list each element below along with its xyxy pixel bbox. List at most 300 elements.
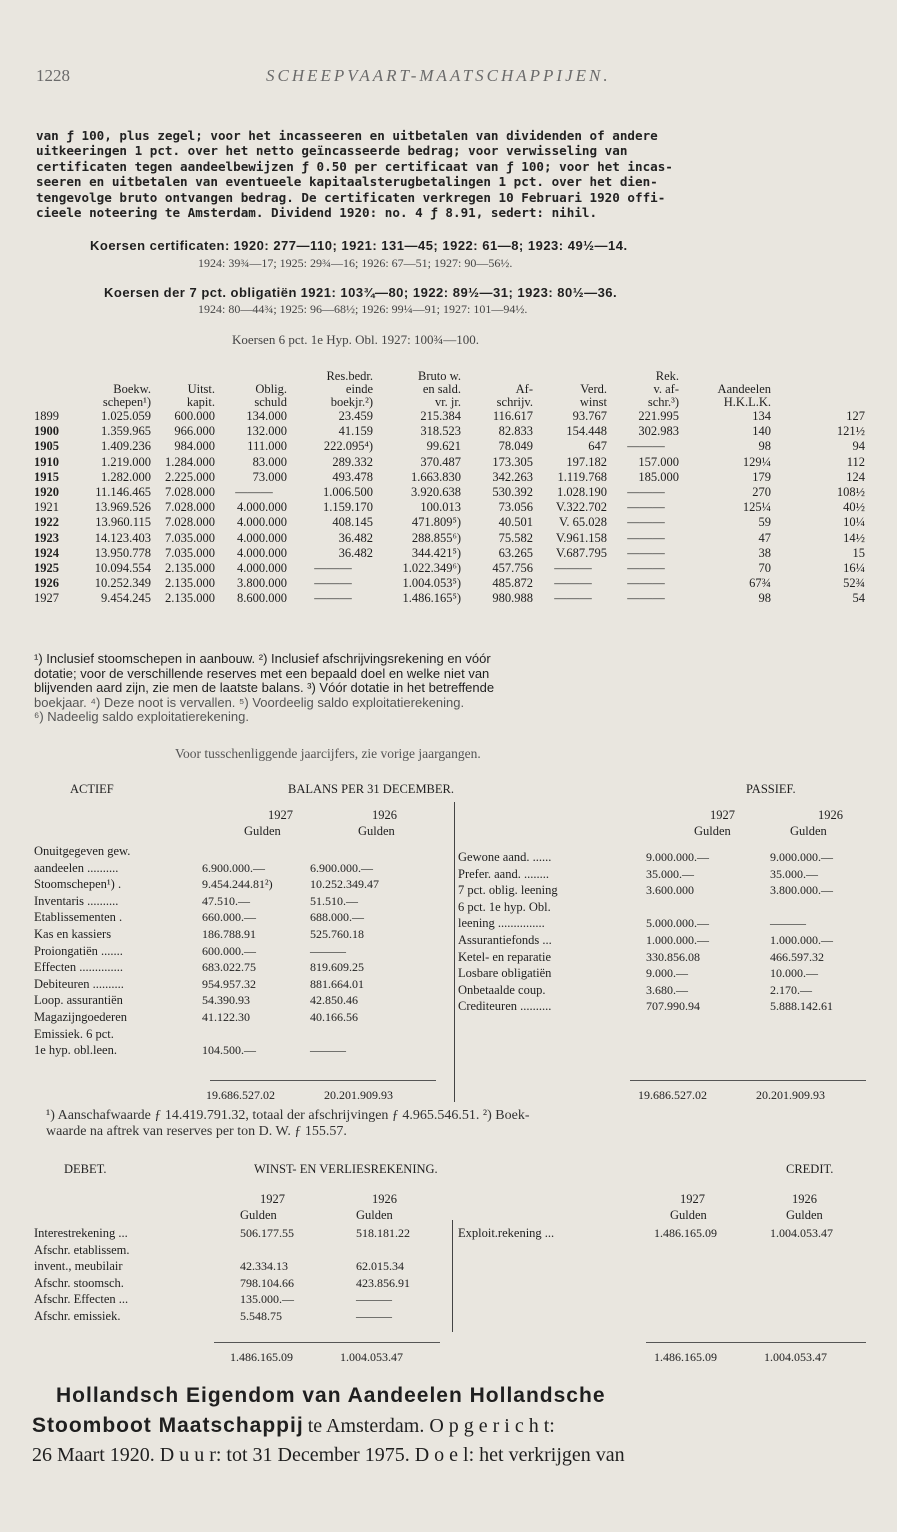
stats-cell: 108½ (836, 485, 865, 500)
stats-header-cell: schr.³) (647, 395, 679, 409)
stats-cell: V. 65.028 (558, 515, 607, 530)
stats-cell: 8.600.000 (237, 591, 287, 606)
stats-header-cell: boekjr.²) (330, 395, 373, 409)
stats-row (34, 485, 868, 500)
stats-cell: 1.284.000 (165, 454, 215, 469)
stats-row (34, 455, 868, 470)
stats-cell: 129¼ (742, 454, 771, 469)
stats-cell: 38 (758, 545, 771, 560)
stats-header-cell: Verd. (580, 382, 607, 396)
stats-year: 1899 (34, 409, 59, 423)
stats-cell: ——— (627, 576, 665, 591)
stats-cell: 13.960.115 (95, 515, 151, 530)
note-line: ⁶) Nadeelig saldo exploitatierekening. (34, 709, 249, 724)
stats-cell: 530.392 (492, 485, 533, 500)
stats-cell: 2.135.000 (165, 576, 215, 591)
stats-table (34, 370, 868, 607)
actief-item-b: 819.609.25 (310, 960, 364, 975)
koersen-cert-line2: 1924: 39¾—17; 1925: 29¾—16; 1926: 67—51; 1927: 90—56½. (198, 256, 513, 270)
stats-year: 1923 (34, 530, 59, 545)
stats-cell: 471.809⁵) (411, 515, 461, 530)
actief-item-label: Kas en kassiers (34, 927, 112, 941)
passief-item-label: Ketel- en reparatie (458, 949, 551, 964)
balance-sheet (34, 782, 868, 1104)
stats-cell: ——— (627, 515, 665, 530)
credit-cur-a: Gulden (670, 1208, 707, 1222)
stats-row (34, 576, 868, 591)
passief-item-a: 3.600.000 (646, 883, 694, 898)
stats-header-cell: H.K.L.K. (723, 395, 771, 409)
passief-item-b: 5.888.142.61 (770, 999, 833, 1014)
passief-total-rule (630, 1080, 866, 1081)
actief-item-a: 104.500.— (202, 1043, 256, 1058)
koersen-certificaten (90, 238, 628, 253)
passief-item-a: 330.856.08 (646, 949, 700, 964)
actief-item-b: 688.000.— (310, 910, 364, 925)
stats-year: 1905 (34, 439, 59, 454)
passief-item-b: ——— (770, 916, 806, 931)
stats-cell: 11.146.465 (95, 485, 151, 500)
next-entry-rest: te Amsterdam. O p g e r i c h t: (307, 1415, 555, 1437)
stats-row (34, 470, 868, 485)
debet-total-b: 1.004.053.47 (340, 1350, 403, 1364)
stats-cell: 318.523 (420, 424, 461, 439)
stats-cell: 52¾ (843, 576, 865, 591)
stats-year: 1922 (34, 515, 59, 530)
passief-item-label: Onbetaalde coup. (458, 982, 546, 997)
winst-divider (452, 1220, 453, 1332)
passief-item-a: 707.990.94 (646, 999, 700, 1014)
stats-cell: 121½ (836, 424, 865, 439)
stats-cell: 1.022.349⁶) (402, 561, 461, 576)
debet-item-a: 506.177.55 (240, 1226, 294, 1240)
actief-item-label: Debiteuren .......... (34, 976, 124, 991)
stats-year: 1910 (34, 454, 59, 469)
stats-cell: 4.000.000 (237, 561, 287, 576)
actief-item-b: 40.166.56 (310, 1010, 358, 1024)
stats-cell: 67¾ (749, 576, 771, 591)
note-line: blijvenden aard zijn, zie men de laatste balans. ³) Vóór dotatie in het betreffende (34, 680, 495, 695)
stats-cell: 59 (758, 515, 771, 530)
next-entry-line1: Hollandsch Eigendom van Aandeelen Hollandsche (56, 1384, 606, 1407)
stats-row (34, 591, 868, 606)
stats-cell: 1.006.500 (323, 485, 373, 500)
note-line: dotatie; voor de verschillende reserves met een bepaald doel en welke niet van (34, 665, 490, 681)
debet-item-a: 798.104.66 (240, 1275, 294, 1290)
stats-cell: 647 (588, 439, 607, 454)
stats-cell: 302.983 (638, 424, 679, 439)
actief-item-b: 10.252.349.47 (310, 877, 379, 892)
stats-row (34, 546, 868, 561)
stats-cell: 4.000.000 (237, 500, 287, 515)
stats-header-cell (34, 383, 72, 396)
stats-cell: ——— (627, 561, 665, 576)
balance-heading: BALANS PER 31 DECEMBER. (288, 782, 454, 796)
stats-header-cell: Uitst. (187, 382, 215, 396)
actief-cur-a: Gulden (244, 824, 281, 838)
stats-cell: 1.219.000 (101, 454, 151, 469)
stats-cell: ——— (627, 545, 665, 560)
stats-cell: ——— (314, 561, 352, 576)
stats-cell: 222.095⁴) (323, 439, 373, 454)
actief-item-b: ——— (310, 943, 346, 958)
actief-cur-b: Gulden (358, 824, 395, 838)
actief-item-b: 881.664.01 (310, 976, 364, 991)
stats-cell: 40½ (843, 500, 865, 515)
actief-item-a: 54.390.93 (202, 993, 250, 1008)
actief-item-label: Inventaris .......... (34, 893, 119, 908)
stats-cell: 1.486.165⁵) (402, 591, 461, 606)
next-entry-bold: Stoomboot Maatschappij (32, 1414, 304, 1437)
stats-cell: 289.332 (332, 454, 373, 469)
stats-cell: 215.384 (420, 409, 461, 423)
page-number: 1228 (36, 66, 70, 85)
table-notes (34, 652, 494, 725)
stats-cell: ——— (235, 485, 273, 500)
passief-item-label: Losbare obligatiën (458, 966, 552, 981)
passief-item-b: 35.000.— (770, 866, 818, 881)
koersen-cert-line1: 1920: 277—110; 1921: 131—45; 1922: 61—8; 1923: 49½—14. (233, 238, 628, 253)
actief-item-label: Magazijngoederen (34, 1010, 128, 1024)
stats-cell: 41.159 (338, 424, 373, 439)
stats-header-cell: schepen¹) (102, 395, 151, 409)
stats-cell: 7.035.000 (165, 530, 215, 545)
stats-header-cell: Aandeelen (717, 382, 771, 396)
actief-item-b: 51.510.— (310, 893, 358, 908)
stats-header-cell: einde (345, 382, 373, 396)
stats-cell: 10.094.554 (94, 561, 151, 576)
stats-cell: 344.421⁵) (411, 545, 461, 560)
profit-loss (34, 1162, 868, 1374)
stats-row (34, 515, 868, 530)
stats-cell: 13.969.526 (94, 500, 151, 515)
stats-cell: 36.482 (338, 545, 373, 560)
stats-cell: 1.159.170 (323, 500, 373, 515)
debet-year-b: 1926 (372, 1192, 397, 1206)
stats-cell: 16¼ (843, 561, 865, 576)
credit-cur-b: Gulden (786, 1208, 823, 1222)
passief-item-b: 2.170.— (770, 982, 812, 997)
actief-item-b: 42.850.46 (310, 993, 358, 1008)
debet-item-label: Afschr. stoomsch. (34, 1275, 124, 1290)
stats-header-cell: Af- (515, 382, 533, 396)
credit-total-rule (646, 1342, 866, 1343)
stats-cell: ——— (554, 561, 592, 576)
actief-item-a: 660.000.— (202, 910, 256, 925)
passief-item-b: 3.800.000.— (770, 883, 833, 898)
stats-cell: 3.800.000 (237, 576, 287, 591)
stats-header-cell: Oblig. (255, 382, 287, 396)
stats-cell: 600.000 (174, 409, 215, 423)
note-line: boekjaar. ⁴) Deze noot is vervallen. ⁵) Voordeelig saldo exploitatierekening. (34, 694, 465, 710)
stats-cell: 40.501 (498, 515, 533, 530)
stats-cell: 1.028.190 (557, 485, 607, 500)
debet-cur-a: Gulden (240, 1208, 277, 1222)
actief-year-b: 1926 (372, 808, 397, 822)
stats-row (34, 424, 868, 439)
stats-cell: 132.000 (246, 424, 287, 439)
stats-year: 1920 (34, 485, 59, 500)
stats-header-cell: v. af- (653, 382, 679, 396)
stats-year: 1900 (34, 424, 59, 439)
stats-cell: 94 (852, 439, 865, 454)
stats-year: 1915 (34, 469, 59, 484)
stats-cell: 179 (752, 469, 771, 484)
debet-item-b: 518.181.22 (356, 1226, 410, 1240)
actief-item-a: 954.957.32 (202, 976, 256, 991)
actief-item-label: Onuitgegeven gew. (34, 844, 131, 858)
next-entry-line2 (32, 1414, 555, 1438)
actief-year-a: 1927 (268, 808, 293, 822)
balance-divider (454, 802, 455, 1102)
stats-header-cell: Boekw. (113, 382, 151, 396)
debet-item-label: Interestrekening ... (34, 1226, 128, 1240)
stats-cell: 2.225.000 (165, 469, 215, 484)
stats-cell: 457.756 (492, 561, 533, 576)
stats-cell: 485.872 (492, 576, 533, 591)
passief-item-label: Crediteuren .......... (458, 999, 552, 1014)
stats-cell: 966.000 (174, 424, 215, 439)
debet-item-a: 5.548.75 (240, 1309, 282, 1323)
debet-item-b: 423.856.91 (356, 1275, 410, 1290)
stats-cell: 3.920.638 (411, 485, 461, 500)
debet-year-a: 1927 (260, 1192, 285, 1206)
stats-cell: 98 (758, 591, 771, 606)
koersen-cert-label: Koersen certificaten: (90, 238, 230, 253)
credit-total-a: 1.486.165.09 (654, 1350, 717, 1364)
passief-item-b: 9.000.000.— (770, 850, 833, 864)
stats-cell: 173.305 (492, 454, 533, 469)
debet-item-b: 62.015.34 (356, 1259, 404, 1274)
passief-item-label: Gewone aand. ...... (458, 850, 552, 864)
stats-header-cell: schuld (254, 395, 287, 409)
stats-header-cell: schrijv. (496, 395, 533, 409)
stats-cell: 2.135.000 (165, 591, 215, 606)
passief-year-a: 1927 (710, 808, 735, 822)
actief-item-a: 41.122.30 (202, 1010, 250, 1024)
stats-cell: 9.454.245 (101, 591, 151, 606)
koersen-obl-line2: 1924: 80—44¾; 1925: 96—68½; 1926: 99¼—91; 1927: 101—94½. (198, 302, 528, 316)
stats-cell: ——— (627, 500, 665, 515)
debet-heading: DEBET. (64, 1162, 107, 1176)
next-entry-line3: 26 Maart 1920. D u u r: tot 31 December 1975. D o e l: het verkrijgen van (32, 1444, 625, 1466)
passief-item-label: leening ............... (458, 916, 545, 931)
stats-header-cell: kapit. (186, 395, 215, 409)
debet-total-a: 1.486.165.09 (230, 1350, 293, 1364)
stats-cell: 140 (752, 424, 771, 439)
stats-cell: 73.000 (252, 469, 287, 484)
actief-total-b: 20.201.909.93 (324, 1088, 393, 1102)
stats-header-cell: en sald. (422, 382, 461, 396)
stats-cell: 4.000.000 (237, 530, 287, 545)
passief-item-b: 1.000.000.— (770, 933, 833, 947)
stats-cell: 15 (852, 545, 865, 560)
actief-item-label: Proiongatiën ....... (34, 943, 123, 958)
see-previous: Voor tusschenliggende jaarcijfers, zie vorige jaargangen. (175, 746, 481, 761)
actief-item-label: 1e hyp. obl.leen. (34, 1043, 117, 1058)
stats-year: 1927 (34, 591, 59, 606)
winst-heading: WINST- EN VERLIESREKENING. (254, 1162, 438, 1176)
stats-year: 1921 (34, 500, 59, 515)
stats-cell: 197.182 (566, 454, 607, 469)
running-header (36, 66, 876, 92)
actief-item-a: 600.000.— (202, 943, 256, 958)
passief-total-b: 20.201.909.93 (756, 1088, 825, 1102)
stats-cell: 73.056 (498, 500, 533, 515)
stats-cell: 13.950.778 (94, 545, 151, 560)
stats-cell: 408.145 (332, 515, 373, 530)
passief-item-label: 6 pct. 1e hyp. Obl. (458, 899, 551, 914)
actief-item-label: Stoomschepen¹) . (34, 877, 122, 892)
passief-item-label: Assurantiefonds ... (458, 933, 552, 947)
stats-header-row (34, 396, 868, 409)
stats-cell: 370.487 (420, 454, 461, 469)
stats-header-cell: Bruto w. (418, 369, 461, 383)
actief-item-label: Effecten .............. (34, 960, 123, 975)
stats-cell: 1.119.768 (557, 469, 607, 484)
credit-year-b: 1926 (792, 1192, 817, 1206)
intro-line: van ƒ 100, plus zegel; voor het incasseeren en uitbetalen van dividenden of andere (36, 128, 658, 143)
stats-cell: ——— (314, 591, 352, 606)
stats-cell: 47 (758, 530, 771, 545)
stats-row (34, 409, 868, 424)
passief-item-a: 1.000.000.— (646, 933, 709, 947)
credit-total-b: 1.004.053.47 (764, 1350, 827, 1364)
credit-item-label: Exploit.rekening ... (458, 1226, 555, 1240)
passief-item-b: 10.000.— (770, 966, 818, 981)
actief-item-b: 525.760.18 (310, 927, 364, 941)
credit-item-b: 1.004.053.47 (770, 1226, 833, 1240)
debet-total-rule (214, 1342, 440, 1343)
intro-line: cieele noteering te Amsterdam. Dividend 1920: no. 4 ƒ 8.91, sedert: nihil. (36, 205, 598, 221)
stats-row (34, 531, 868, 546)
stats-cell: 10.252.349 (94, 576, 151, 591)
passief-item-a: 35.000.— (646, 866, 694, 881)
debet-item-label: Afschr. emissiek. (34, 1309, 121, 1323)
stats-cell: 124 (846, 469, 865, 484)
stats-cell: ——— (627, 530, 665, 545)
stats-cell: 1.663.830 (411, 469, 461, 484)
stats-header-cell (34, 370, 72, 383)
koersen-obl-label: Koersen der 7 pct. obligatiën (104, 285, 297, 300)
stats-cell: 93.767 (572, 409, 607, 423)
actief-item-a: 6.900.000.— (202, 860, 265, 875)
koersen-hyp: Koersen 6 pct. 1e Hyp. Obl. 1927: 100¾—100. (232, 332, 479, 347)
actief-item-a: 186.788.91 (202, 927, 256, 941)
stats-cell: 83.000 (252, 454, 287, 469)
stats-cell: 63.265 (498, 545, 533, 560)
stats-cell: 1.409.236 (101, 439, 151, 454)
stats-cell: 7.035.000 (165, 545, 215, 560)
passief-heading: PASSIEF. (746, 782, 796, 796)
stats-cell: 127 (846, 409, 865, 423)
stats-cell: 14.123.403 (94, 530, 151, 545)
balance-notes (46, 1108, 530, 1140)
stats-cell: 157.000 (638, 454, 679, 469)
credit-year-a: 1927 (680, 1192, 705, 1206)
debet-cur-b: Gulden (356, 1208, 393, 1222)
intro-line: seeren en uitbetalen van eventueele kapitaalsterugbetalingen 1 pct. over het dien- (36, 174, 658, 190)
stats-cell: 7.028.000 (165, 485, 215, 500)
stats-row (34, 561, 868, 576)
passief-item-a: 9.000.000.— (646, 850, 709, 864)
stats-cell: 116.617 (492, 409, 533, 423)
stats-cell: 4.000.000 (237, 515, 287, 530)
stats-cell: ——— (554, 591, 592, 606)
passief-cur-b: Gulden (790, 824, 827, 838)
intro-line: tengevolge bruto ontvangen bedrag. De certificaten verkregen 10 Februari 1920 offi- (36, 189, 666, 205)
note-line: ¹) Inclusief stoomschepen in aanbouw. ²) Inclusief afschrijvingsrekening en vóór (34, 651, 491, 666)
stats-cell: 154.448 (566, 424, 607, 439)
actief-item-label: Emissiek. 6 pct. (34, 1026, 114, 1041)
stats-cell: 112 (846, 454, 865, 469)
actief-item-b: ——— (310, 1043, 346, 1058)
stats-cell: 4.000.000 (237, 545, 287, 560)
stats-cell: 75.582 (498, 530, 533, 545)
passief-total-a: 19.686.527.02 (638, 1088, 707, 1102)
stats-header-cell: winst (579, 395, 607, 409)
stats-cell: ——— (554, 576, 592, 591)
koersen-obligaties (104, 285, 617, 300)
stats-header-cell (34, 396, 72, 409)
stats-header-cell: vr. jr. (434, 395, 461, 409)
intro-paragraph (36, 128, 866, 220)
stats-year: 1926 (34, 576, 59, 591)
stats-cell: 7.028.000 (165, 515, 215, 530)
stats-cell: 134 (752, 409, 771, 423)
stats-cell: 984.000 (174, 439, 215, 454)
actief-item-a: 683.022.75 (202, 960, 256, 975)
stats-cell: V.322.702 (555, 500, 607, 515)
stats-cell: 100.013 (420, 500, 461, 515)
stats-year: 1925 (34, 561, 59, 576)
stats-year: 1924 (34, 545, 59, 560)
stats-cell: 493.478 (332, 469, 373, 484)
stats-cell: ——— (627, 439, 665, 454)
stats-cell: 270 (752, 485, 771, 500)
stats-cell: 185.000 (638, 469, 679, 484)
actief-item-label: Loop. assurantiën (34, 993, 123, 1008)
stats-header-cell: Res.bedr. (326, 369, 373, 383)
stats-cell: ——— (314, 576, 352, 591)
passief-item-label: Prefer. aand. ........ (458, 866, 549, 881)
stats-table-wrap (34, 370, 868, 607)
intro-line: certificaten tegen aandeelbewijzen ƒ 0.50 per certificaat van ƒ 100; voor het incas- (36, 158, 673, 174)
credit-item-a: 1.486.165.09 (654, 1226, 717, 1240)
actief-item-b: 6.900.000.— (310, 860, 373, 875)
debet-item-label: invent., meubilair (34, 1259, 123, 1274)
actief-total-rule (210, 1080, 436, 1081)
passief-item-b: 466.597.32 (770, 949, 824, 964)
stats-cell: 980.988 (492, 591, 533, 606)
stats-cell: ——— (627, 591, 665, 606)
stats-cell: 1.025.059 (101, 409, 151, 423)
stats-cell: 288.855⁶) (411, 530, 461, 545)
passief-item-label: 7 pct. oblig. leening (458, 883, 558, 898)
koersen-obl-line1: 1921: 103¾—80; 1922: 89½—31; 1923: 80½—36. (300, 285, 618, 300)
stats-cell: 1.282.000 (101, 469, 151, 484)
stats-row (34, 500, 868, 515)
actief-total-a: 19.686.527.02 (206, 1088, 275, 1102)
debet-item-a: 42.334.13 (240, 1259, 288, 1274)
actief-heading: ACTIEF (70, 782, 114, 796)
stats-cell: 221.995 (638, 409, 679, 423)
stats-header-cell: Rek. (655, 369, 679, 383)
debet-item-b: ——— (356, 1292, 392, 1307)
stats-cell: 7.028.000 (165, 500, 215, 515)
stats-cell: 1.359.965 (101, 424, 151, 439)
debet-item-a: 135.000.— (240, 1292, 294, 1307)
